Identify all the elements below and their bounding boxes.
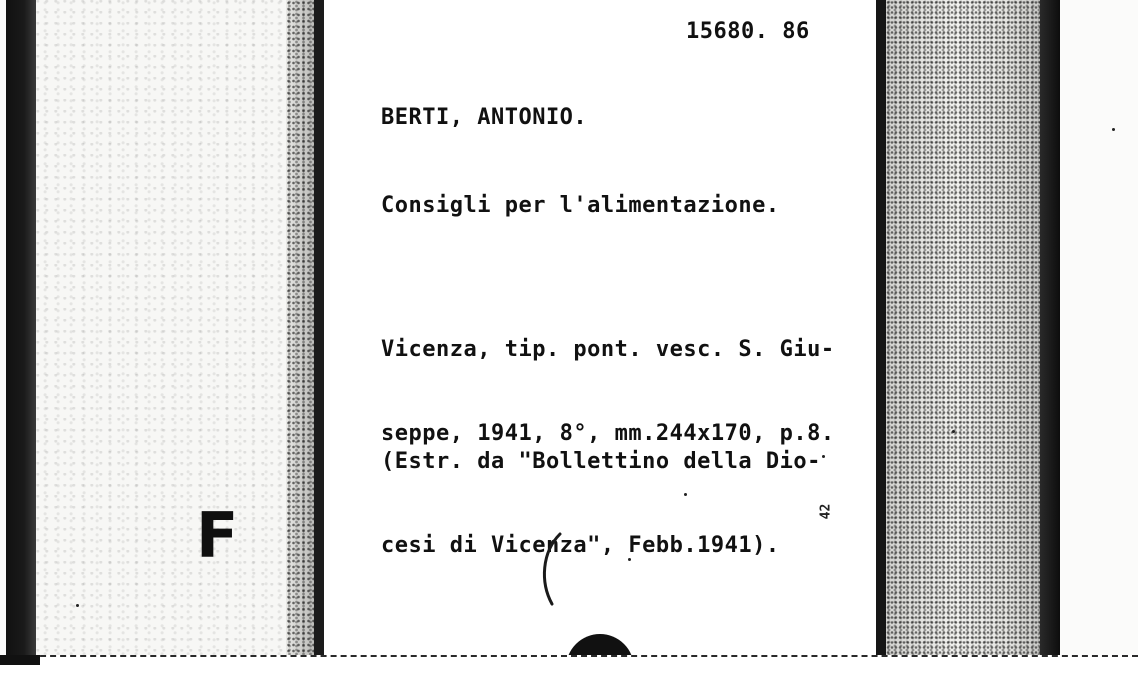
- note-line-2: cesi di Vicenza", Febb.1941).: [381, 533, 780, 558]
- note-block: [381, 392, 821, 616]
- side-number: 42: [818, 503, 834, 520]
- card-edge-left: [286, 0, 314, 660]
- film-bottom-edge: [0, 655, 1138, 677]
- title-line: Consigli per l'alimentazione.: [381, 193, 780, 218]
- speck: [628, 558, 631, 561]
- speck: [684, 493, 687, 496]
- card-edge-right-shadow: [876, 0, 886, 660]
- film-border-left: [6, 0, 36, 660]
- speck: [1112, 128, 1115, 131]
- card-edge-right: [886, 0, 1040, 660]
- speck: [822, 455, 825, 458]
- speck: [952, 430, 955, 433]
- stamp-letter: F: [196, 499, 239, 572]
- call-number: 15680. 86: [686, 19, 810, 44]
- film-border-right: [1040, 0, 1060, 660]
- film-margin-right: [1060, 0, 1138, 660]
- film-margin-left: [36, 0, 304, 660]
- imprint-line-1: Vicenza, tip. pont. vesc. S. Giu-: [381, 337, 835, 362]
- imprint-line-2: seppe, 1941, 8°, mm.244x170, p.8.: [381, 421, 835, 446]
- speck: [76, 604, 79, 607]
- author-heading: BERTI, ANTONIO.: [381, 105, 588, 130]
- note-line-1: (Estr. da "Bollettino della Dio-: [381, 449, 821, 474]
- film-corner-block: [0, 655, 40, 665]
- card-edge-left-shadow: [314, 0, 324, 660]
- pencil-bracket-mark: [530, 530, 570, 610]
